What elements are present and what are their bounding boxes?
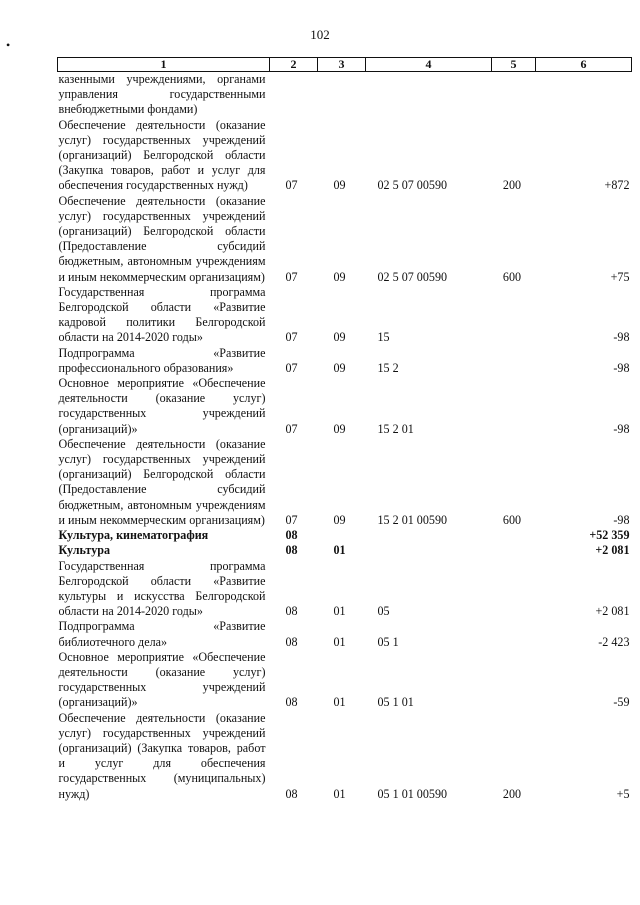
subsection-code: 01: [333, 786, 346, 801]
subsection-code: [318, 72, 366, 118]
table-row: [58, 346, 632, 376]
expense-type-code: [492, 528, 536, 543]
target-item-code: 15 2: [377, 360, 399, 375]
target-item-code: 05 1: [377, 634, 399, 649]
target-item-code: 02 5 07 00590: [377, 178, 448, 193]
section-code: [270, 72, 318, 118]
section-code: 08: [285, 634, 298, 649]
expense-type-code: [492, 559, 536, 620]
amount-change: -98: [613, 360, 630, 375]
column-header: 6: [536, 58, 632, 72]
table-row: [58, 376, 632, 437]
amount-change: -59: [613, 695, 630, 710]
subsection-code: 09: [333, 360, 346, 375]
row-description: Основное мероприятие «Обеспечение деятельности (оказание услуг) государственных учреждений (организаций)»: [58, 376, 266, 436]
section-code: 07: [285, 421, 298, 436]
column-header: 3: [318, 58, 366, 72]
section-code: 07: [285, 512, 298, 527]
section-code: 08: [285, 528, 298, 543]
table-row: [58, 437, 632, 528]
row-description: Обеспечение деятельности (оказание услуг) государственных учреждений (организаций) Белгородской области (Закупка товаров, работ и услуг для обеспечения государственных нужд): [58, 117, 266, 193]
table-row: [58, 650, 632, 711]
target-item-code: 05: [377, 604, 390, 619]
expense-type-code: [492, 285, 536, 346]
target-item-code: 05 1 01 00590: [377, 786, 448, 801]
row-description: Государственная программа Белгородской области «Развитие культуры и искусства Белгородской области на 2014-2020 годы»: [58, 558, 266, 619]
target-item-code: [366, 72, 492, 118]
amount-change: +52 359: [589, 528, 630, 543]
expense-type-code: [492, 650, 536, 711]
expense-type-code: [492, 376, 536, 437]
table-row: [58, 711, 632, 802]
amount-change: +872: [604, 178, 630, 193]
table-header-row: [58, 58, 632, 72]
target-item-code: 15 2 01: [377, 421, 414, 436]
expense-type-code: 600: [502, 269, 522, 284]
amount-change: -98: [613, 330, 630, 345]
row-description: Обеспечение деятельности (оказание услуг) государственных учреждений (организаций) (Закупка товаров, работ и услуг для обеспечения государственных (муниципальных) нужд): [58, 710, 266, 801]
target-item-code: [366, 528, 492, 543]
amount-change: -98: [613, 421, 630, 436]
section-code: 08: [285, 543, 298, 558]
target-item-code: 02 5 07 00590: [377, 269, 448, 284]
scan-mark: •: [6, 38, 11, 52]
table-row: [58, 72, 632, 118]
amount-change: -98: [613, 512, 630, 527]
subsection-code: 01: [333, 695, 346, 710]
section-code: 07: [285, 178, 298, 193]
target-item-code: 05 1 01: [377, 695, 414, 710]
section-code: 08: [285, 786, 298, 801]
amount-change: -2 423: [598, 634, 630, 649]
amount-change: +2 081: [595, 604, 630, 619]
expense-type-code: [492, 619, 536, 649]
column-header: 2: [270, 58, 318, 72]
row-description: Основное мероприятие «Обеспечение деятельности (оказание услуг) государственных учреждений (организаций)»: [58, 649, 266, 710]
subsection-code: 09: [333, 512, 346, 527]
subsection-code: [318, 528, 366, 543]
section-code: 07: [285, 269, 298, 284]
column-header: 5: [492, 58, 536, 72]
expense-type-code: 600: [502, 512, 522, 527]
expense-type-code: [492, 72, 536, 118]
subsection-code: 09: [333, 269, 346, 284]
table-body: [58, 72, 632, 802]
row-description: казенными учреждениями, органами управления государственными внебюджетными фондами): [58, 72, 266, 117]
row-description: Государственная программа Белгородской области «Развитие кадровой политики Белгородской области на 2014-2020 годы»: [58, 284, 266, 345]
expense-type-code: 200: [502, 178, 522, 193]
target-item-code: 15: [377, 330, 390, 345]
subsection-code: 01: [333, 634, 346, 649]
subsection-code: 01: [333, 604, 346, 619]
section-code: 08: [285, 695, 298, 710]
row-description: Обеспечение деятельности (оказание услуг) государственных учреждений (организаций) Белгородской области (Предоставление субсидий бюджетным, автономным учреждениям и иным некоммерческим организациям): [58, 436, 266, 527]
target-item-code: [366, 543, 492, 558]
column-header: 1: [58, 58, 270, 72]
column-header: 4: [366, 58, 492, 72]
amount-change: +2 081: [595, 543, 630, 558]
section-code: 07: [285, 360, 298, 375]
amount-change: +75: [610, 269, 630, 284]
table-row: [58, 118, 632, 194]
expense-type-code: [492, 543, 536, 558]
table-row: [58, 194, 632, 285]
amount-change: +5: [616, 786, 630, 801]
subsection-code: 09: [333, 330, 346, 345]
subsection-code: 01: [333, 543, 346, 558]
page-number: 102: [310, 27, 330, 42]
subsection-code: 09: [333, 421, 346, 436]
row-description: Обеспечение деятельности (оказание услуг) государственных учреждений (организаций) Белгородской области (Предоставление субсидий бюджетным, автономным учреждениям и иным некоммерческим организациям): [58, 193, 266, 284]
table-row: [58, 543, 632, 558]
table-row: [58, 619, 632, 649]
expense-type-code: 200: [502, 786, 522, 801]
row-description: Культура: [58, 543, 111, 558]
row-description: Подпрограмма «Развитие профессионального образования»: [58, 345, 266, 375]
row-description: Культура, кинематография: [58, 528, 209, 543]
row-description: Подпрограмма «Развитие библиотечного дела»: [58, 619, 266, 649]
amount-change: [536, 72, 632, 118]
table-row: [58, 559, 632, 620]
expense-type-code: [492, 346, 536, 376]
target-item-code: 15 2 01 00590: [377, 512, 448, 527]
section-code: 08: [285, 604, 298, 619]
subsection-code: 09: [333, 178, 346, 193]
section-code: 07: [285, 330, 298, 345]
budget-table: [57, 57, 632, 802]
table-row: [58, 528, 632, 543]
table-row: [58, 285, 632, 346]
